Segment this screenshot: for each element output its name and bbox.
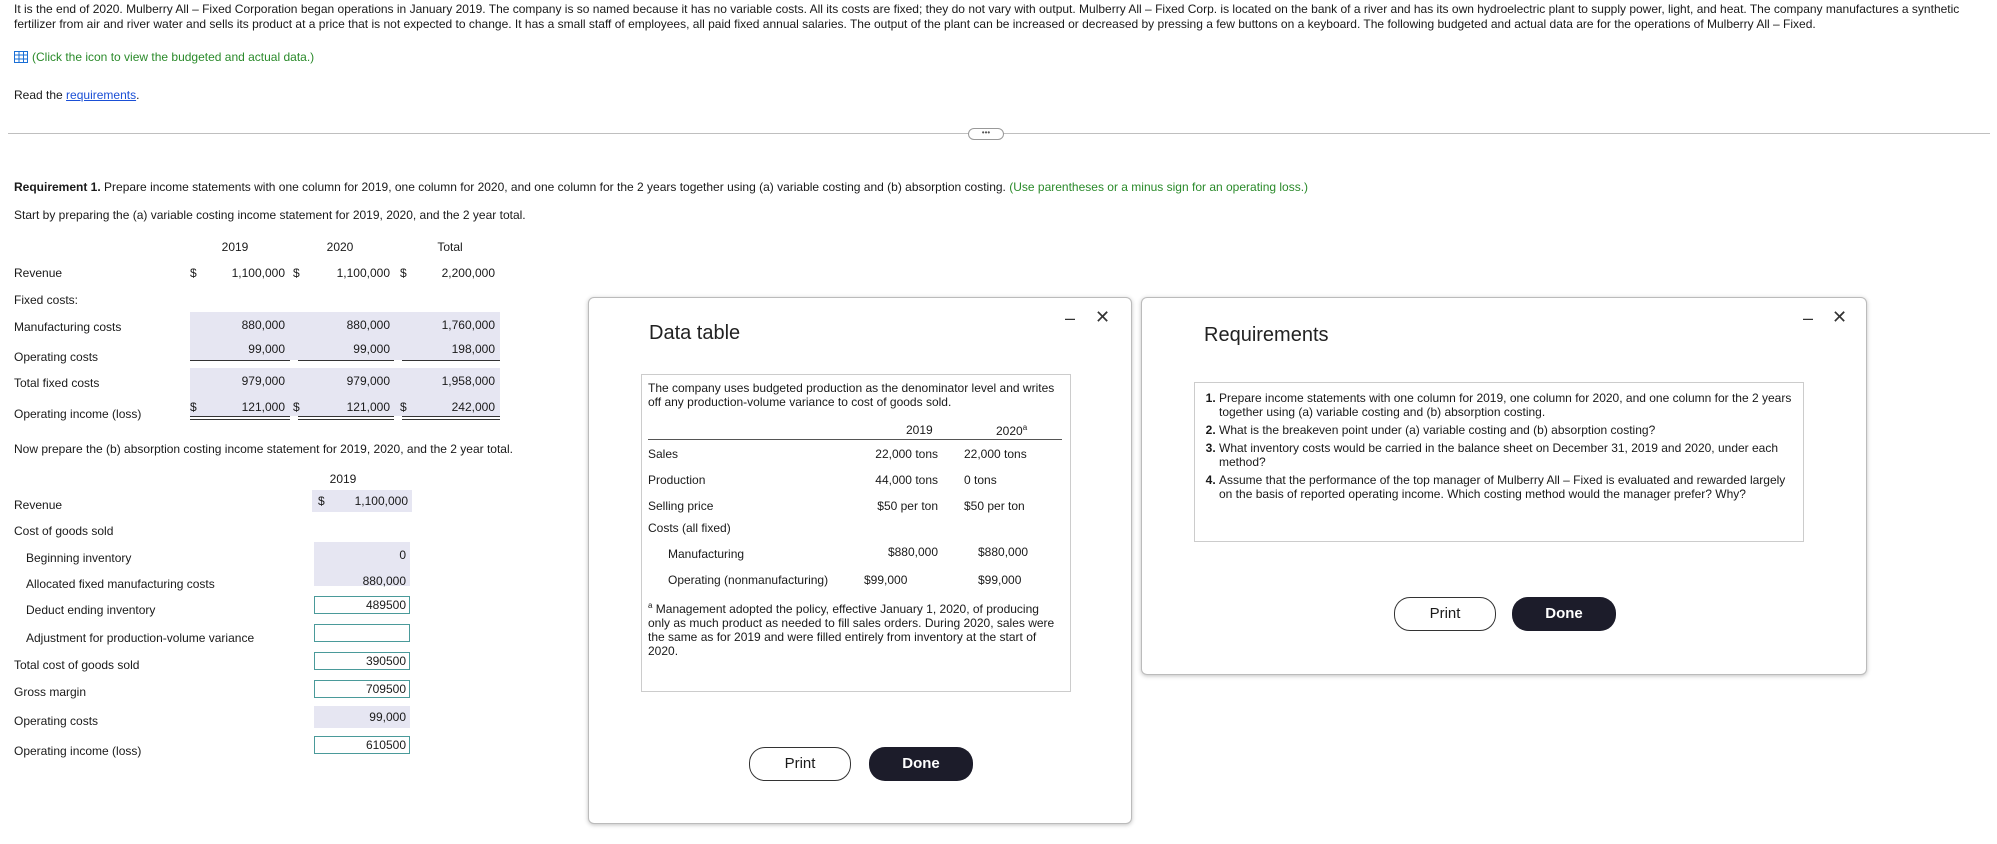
requirement-text-3: What inventory costs would be carried in the balance sheet on December 31, 2019 and 2020, under each method? — [1219, 441, 1779, 469]
var-operating-2020: 99,000 — [353, 342, 390, 356]
abs-total-cogs-input[interactable]: 390500 — [314, 652, 410, 670]
variable-start-instruction: Start by preparing the (a) variable costing income statement for 2019, 2020, and the 2 year total. — [14, 208, 526, 222]
table-grid-icon[interactable] — [14, 51, 28, 63]
requirements-title: Requirements — [1204, 324, 1329, 346]
abs-begin-inv-label: Beginning inventory — [26, 551, 132, 565]
dt-row-production-label: Production — [648, 473, 706, 487]
var-fixed-costs-label: Fixed costs: — [14, 293, 79, 307]
abs-opinc-input[interactable]: 610500 — [314, 736, 410, 754]
abs-opcosts-label: Operating costs — [14, 714, 99, 728]
read-suffix: . — [136, 88, 140, 102]
data-table-footnote — [648, 599, 1062, 658]
footnote-sup: a — [648, 601, 653, 610]
var-manufacturing-label: Manufacturing costs — [14, 320, 122, 334]
abs-gross-margin-input[interactable]: 709500 — [314, 680, 410, 698]
var-header-total: Total — [437, 240, 463, 254]
var-op-income-2020: 121,000 — [346, 400, 390, 414]
var-total-fixed-2019: 979,000 — [241, 374, 285, 388]
var-op-income-total: 242,000 — [451, 400, 495, 414]
dt-row-sales-label: Sales — [648, 447, 679, 461]
requirement-item-2 — [1219, 423, 1795, 437]
dt-row-sales-2019: 22,000 tons — [875, 447, 938, 461]
requirement-item-3 — [1219, 441, 1795, 469]
data-table-col-2020-sup: a — [1022, 423, 1028, 432]
var-operating-2019: 99,000 — [248, 342, 285, 356]
requirement-text-2: What is the breakeven point under (a) variable costing and (b) absorption costing? — [1219, 423, 1656, 437]
var-header-2019: 2019 — [221, 240, 249, 254]
data-table-title: Data table — [649, 322, 741, 344]
var-header-2020: 2020 — [326, 240, 354, 254]
requirements-close-icon[interactable]: ✕ — [1832, 307, 1848, 327]
abs-revenue-label: Revenue — [14, 498, 63, 512]
var-revenue-dollar-total: $ — [400, 266, 407, 280]
var-op-income-label: Operating income (loss) — [14, 407, 142, 421]
var-total-fixed-2020: 979,000 — [346, 374, 390, 388]
dt-row-operating-2019: $99,000 — [864, 573, 908, 587]
var-manufacturing-2020: 880,000 — [346, 318, 390, 332]
requirement-item-1 — [1219, 391, 1795, 419]
dt-row-operating-label: Operating (nonmanufacturing) — [668, 573, 829, 587]
data-link-text[interactable]: (Click the icon to view the budgeted and actual data.) — [32, 50, 315, 64]
var-underline-total — [402, 360, 500, 361]
var-revenue-2019: 1,100,000 — [231, 266, 285, 280]
abs-total-cogs-label: Total cost of goods sold — [14, 658, 140, 672]
var-operating-label: Operating costs — [14, 350, 99, 364]
data-table-modal — [588, 297, 1132, 824]
data-table-col-2020-text: 2020 — [996, 424, 1023, 438]
var-manufacturing-2019: 880,000 — [241, 318, 285, 332]
requirements-modal — [1141, 297, 1867, 675]
var-double-underline-2020 — [298, 416, 394, 420]
abs-gross-margin-label: Gross margin — [14, 685, 87, 699]
var-op-income-dollar-total: $ — [400, 400, 407, 414]
dt-row-costs-label: Costs (all fixed) — [648, 521, 731, 535]
dt-row-production-2020: 0 tons — [964, 473, 997, 487]
dt-row-manufacturing-2020: $880,000 — [978, 545, 1029, 559]
var-manufacturing-total: 1,760,000 — [441, 318, 495, 332]
abs-alloc-value: 880,000 — [362, 574, 406, 588]
requirement1-line — [14, 180, 1308, 194]
var-revenue-total: 2,200,000 — [441, 266, 495, 280]
expand-dots-icon[interactable]: ••• — [968, 128, 1004, 140]
dt-row-sales-2020: 22,000 tons — [964, 447, 1027, 461]
requirements-content-box — [1194, 382, 1804, 542]
requirements-link[interactable]: requirements — [66, 88, 137, 102]
var-revenue-dollar-2019: $ — [190, 266, 197, 280]
data-table-content-box — [641, 374, 1071, 692]
abs-deduct-input[interactable]: 489500 — [314, 596, 410, 614]
var-revenue-label: Revenue — [14, 266, 63, 280]
dt-row-manufacturing-label: Manufacturing — [668, 547, 745, 561]
abs-alloc-label: Allocated fixed manufacturing costs — [26, 577, 215, 591]
requirements-list — [1201, 391, 1795, 501]
requirement1-text: Prepare income statements with one column for 2019, one column for 2020, and one column for the 2 years together using (a) variable costing and (b) absorption costing. — [100, 180, 1006, 194]
data-table-col-2020 — [996, 423, 1027, 438]
abs-opcosts-value: 99,000 — [369, 710, 406, 724]
requirement1-label: Requirement 1. — [14, 180, 101, 194]
abs-deduct-label: Deduct ending inventory — [26, 603, 156, 617]
data-table-header-rule — [648, 439, 1062, 440]
var-underline-2020 — [298, 360, 394, 361]
requirement-item-4 — [1219, 473, 1795, 501]
data-link-row[interactable] — [14, 50, 314, 64]
intro-paragraph: It is the end of 2020. Mulberry All – Fixed Corporation began operations in January 2019. The company is so named because it has no variable costs. All its costs are fixed; they do not vary with output. Mulberry All – Fixed Corp. is located on the bank of a river and has its own hydroelectric plant to supply power, light, and heat. The company manufactures a synthetic fertilizer from air and river water and sells its product at a price that is not expected to change. It has a small staff of employees, all paid fixed annual salaries. The output of the plant can be increased or decreased by pressing a few buttons on a keyboard. The following budgeted and actual data are for the operations of Mulberry All – Fixed. — [14, 2, 1960, 31]
dt-row-production-2019: 44,000 tons — [875, 473, 938, 487]
var-double-underline-2019 — [190, 416, 290, 420]
var-revenue-dollar-2020: $ — [293, 266, 300, 280]
data-table-col-2019: 2019 — [906, 423, 933, 437]
footnote-text: Management adopted the policy, effective January 1, 2020, of producing only as much product as needed to fill sales orders. During 2020, sales were the same as for 2019 and were filled entirely from inventory at the start of 2020. — [648, 602, 1055, 658]
var-op-income-2019: 121,000 — [241, 400, 285, 414]
var-op-income-dollar-2019: $ — [190, 400, 197, 414]
dt-row-price-label: Selling price — [648, 499, 714, 513]
requirements-minimize-icon[interactable]: – — [1803, 308, 1814, 328]
var-operating-total: 198,000 — [451, 342, 495, 356]
abs-revenue-dollar: $ — [318, 494, 325, 508]
abs-cogs-label: Cost of goods sold — [14, 524, 114, 538]
var-op-income-dollar-2020: $ — [293, 400, 300, 414]
var-total-fixed-label: Total fixed costs — [14, 376, 100, 390]
dt-row-price-2019: $50 per ton — [877, 499, 938, 513]
abs-opinc-label: Operating income (loss) — [14, 744, 142, 758]
var-double-underline-total — [402, 416, 500, 420]
abs-header-2019: 2019 — [329, 472, 357, 486]
data-table-print-button[interactable]: Print — [749, 747, 851, 781]
data-table-note: The company uses budgeted production as the denominator level and writes off any production-volume variance to cost of goods sold. — [648, 381, 1055, 409]
dt-row-price-2020: $50 per ton — [964, 499, 1025, 513]
requirement1-hint: (Use parentheses or a minus sign for an operating loss.) — [1005, 180, 1309, 194]
abs-adjust-input[interactable] — [314, 624, 410, 642]
abs-revenue-value: 1,100,000 — [354, 494, 408, 508]
read-requirements-line — [14, 88, 139, 102]
requirements-done-button[interactable]: Done — [1512, 597, 1616, 631]
var-revenue-2020: 1,100,000 — [336, 266, 390, 280]
read-prefix: Read the — [14, 88, 67, 102]
var-underline-2019 — [190, 360, 290, 361]
dt-row-manufacturing-2019: $880,000 — [887, 545, 938, 559]
absorption-prompt: Now prepare the (b) absorption costing income statement for 2019, 2020, and the 2 year total. — [14, 442, 513, 456]
dt-row-operating-2020: $99,000 — [978, 573, 1022, 587]
var-total-fixed-total: 1,958,000 — [441, 374, 495, 388]
requirement-text-4: Assume that the performance of the top manager of Mulberry All – Fixed is evaluated and rewarded largely on the basis of reported operating income. Which costing method would the manager prefer? Why? — [1219, 473, 1786, 501]
abs-adjust-label: Adjustment for production-volume variance — [26, 631, 255, 645]
data-table-done-button[interactable]: Done — [869, 747, 973, 781]
abs-begin-inv-value: 0 — [399, 548, 406, 562]
requirement-text-1: Prepare income statements with one column for 2019, one column for 2020, and one column for the 2 years together using (a) variable costing and (b) absorption costing. — [1219, 391, 1792, 419]
data-table-minimize-icon[interactable]: – — [1065, 308, 1076, 328]
data-table-close-icon[interactable]: ✕ — [1095, 307, 1111, 327]
requirements-print-button[interactable]: Print — [1394, 597, 1496, 631]
